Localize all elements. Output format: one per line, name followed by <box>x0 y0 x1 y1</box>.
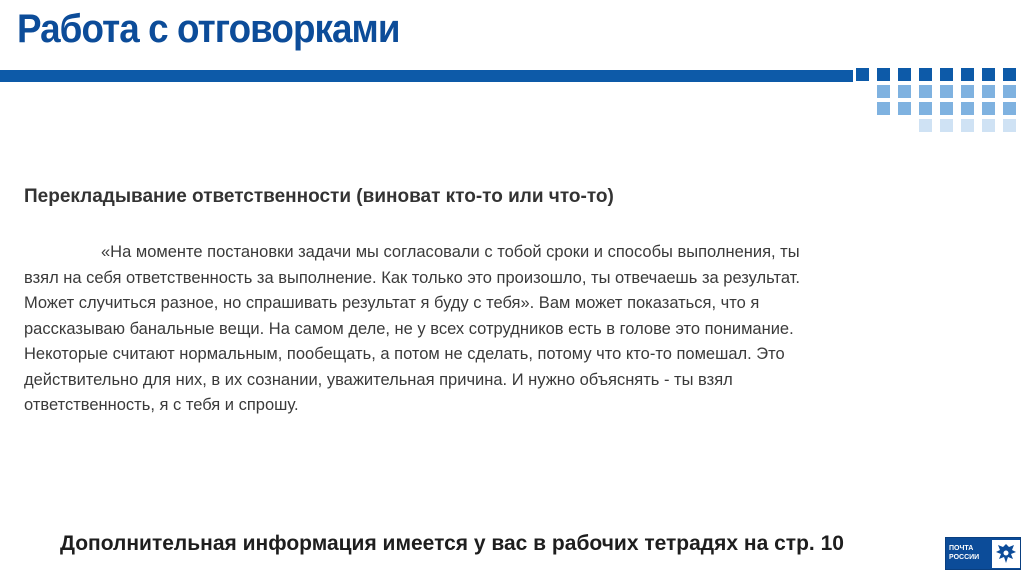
decorative-square <box>1003 85 1016 98</box>
decorative-square <box>940 102 953 115</box>
body-line: рассказываю банальные вещи. На самом деле, не у всех сотрудников есть в голове это понимание. <box>24 319 794 338</box>
decorative-square <box>961 102 974 115</box>
body-line: Может случиться разное, но спрашивать результат я буду с тебя». Вам может показаться, что я <box>24 294 760 312</box>
decorative-square <box>961 119 974 132</box>
body-line: «На моменте постановки задачи мы согласовали с тобой сроки и способы выполнения, ты <box>101 243 800 261</box>
russian-post-logo <box>945 537 1021 570</box>
eagle-emblem-icon <box>992 540 1020 568</box>
decorative-square <box>982 85 995 98</box>
decorative-square <box>877 68 890 81</box>
decorative-square <box>1003 102 1016 115</box>
body-line: Некоторые считают нормальным, пообещать, а потом не сделать, потому что кто-то помешал. Это <box>24 345 785 363</box>
section-subtitle: Перекладывание ответственности (виноват кто-то или что-то) <box>24 186 614 207</box>
decorative-square <box>961 85 974 98</box>
decorative-square <box>898 102 911 115</box>
body-paragraph <box>24 240 954 419</box>
logo-text-line1: ПОЧТА <box>949 545 974 552</box>
slide-title: Работа с отговорками <box>17 7 400 51</box>
title-underline-bar <box>0 70 853 82</box>
body-line: действительно для них, в их сознании, уважительная причина. И нужно объяснять - ты взял <box>24 370 733 389</box>
body-line: ответственность, я с тебя и спрошу. <box>24 396 299 414</box>
decorative-square <box>940 68 953 81</box>
decorative-square <box>919 68 932 81</box>
decorative-square <box>982 119 995 132</box>
decorative-square <box>877 102 890 115</box>
decorative-square <box>940 85 953 98</box>
decorative-square <box>898 85 911 98</box>
footer-note: Дополнительная информация имеется у вас в рабочих тетрадях на стр. 10 <box>60 532 844 555</box>
decorative-square <box>919 119 932 132</box>
decorative-square <box>856 68 869 81</box>
decorative-square <box>919 85 932 98</box>
decorative-square <box>982 68 995 81</box>
decorative-square <box>877 85 890 98</box>
logo-text-line2: РОССИИ <box>949 554 980 561</box>
decorative-square <box>919 102 932 115</box>
decorative-square <box>898 68 911 81</box>
decorative-square <box>961 68 974 81</box>
decorative-square <box>1003 119 1016 132</box>
decorative-squares <box>856 68 1024 136</box>
body-line: взял на себя ответственность за выполнение. Как только это произошло, ты отвечаешь за результат. <box>24 268 800 287</box>
decorative-square <box>982 102 995 115</box>
decorative-square <box>940 119 953 132</box>
decorative-square <box>1003 68 1016 81</box>
